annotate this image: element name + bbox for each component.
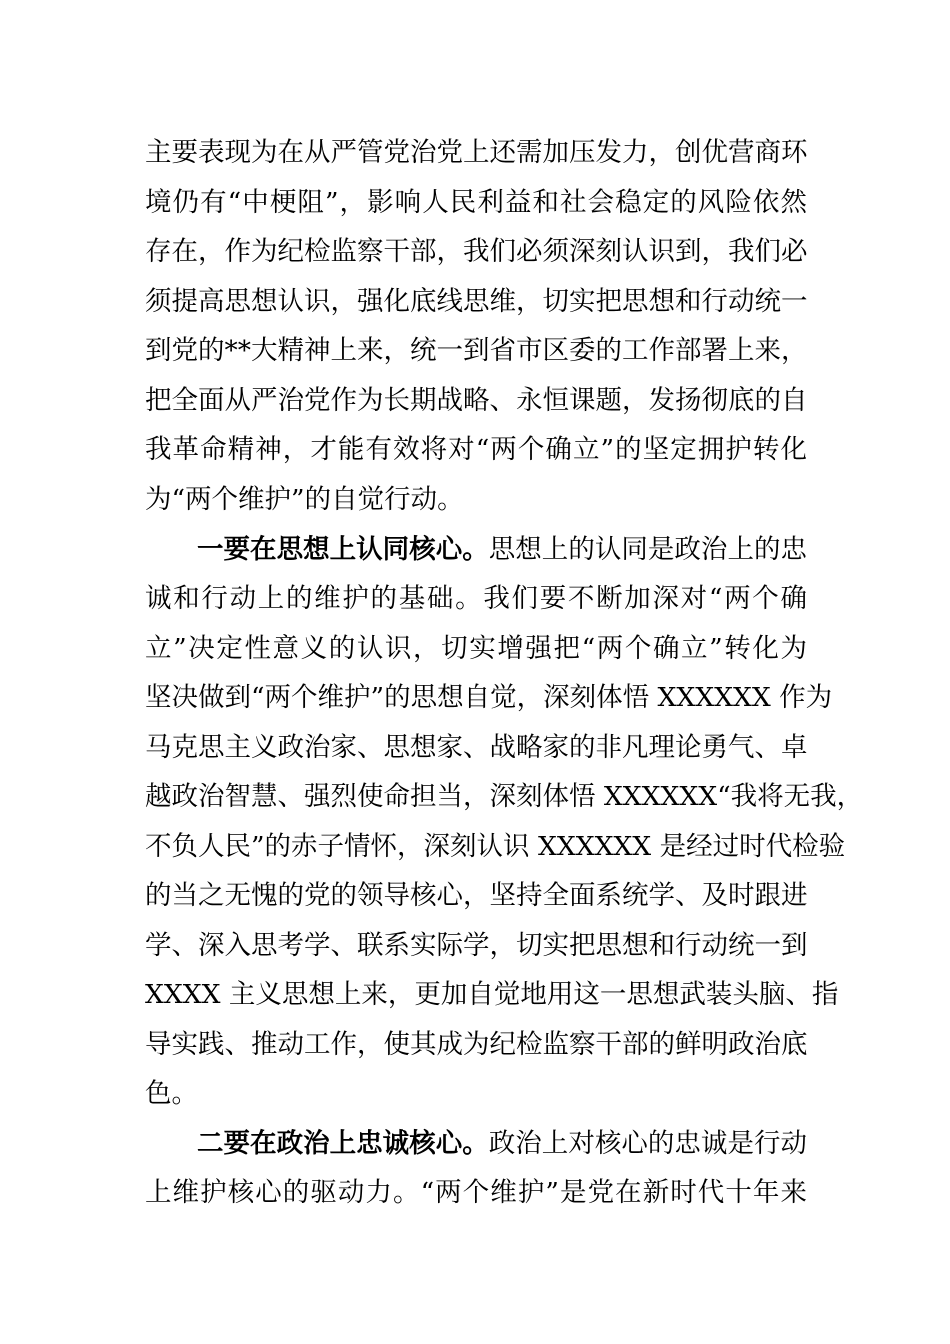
paragraph-1-line-7: 我革命精神，才能有效将对“两个确立”的坚定拥护转化 <box>145 434 807 465</box>
paragraph-1-line-3: 存在，作为纪检监察干部，我们必须深刻认识到，我们必 <box>145 236 808 267</box>
paragraph-1-line-1: 主要表现为在从严管党治党上还需加压发力，创优营商环 <box>145 137 808 168</box>
paragraph-3-heading: 二要在政治上忠诚核心。 <box>197 1128 489 1159</box>
paragraph-3-line-2: 上维护核心的驱动力。“两个维护”是党在新时代十年来 <box>145 1177 807 1208</box>
paragraph-2-line-8: 的当之无愧的党的领导核心，坚持全面系统学、及时跟进 <box>145 880 808 911</box>
paragraph-2-line-5: 马克思主义政治家、思想家、战略家的非凡理论勇气、卓 <box>145 732 808 763</box>
paragraph-2-line-12: 色。 <box>145 1078 198 1109</box>
paragraph-2-line-7: 不负人民”的赤子情怀，深刻认识 XXXXXX 是经过时代检验 <box>145 831 846 862</box>
paragraph-3-first-text: 政治上对核心的忠诚是行动 <box>488 1128 807 1159</box>
paragraph-2-first-text: 思想上的认同是政治上的忠 <box>488 534 807 565</box>
paragraph-1-line-6: 把全面从严治党作为长期战略、永恒课题，发扬彻底的自 <box>145 385 808 416</box>
paragraph-2-line-3: 立”决定性意义的认识，切实增强把“两个确立”转化为 <box>145 633 807 664</box>
paragraph-3-first-line <box>197 1119 807 1169</box>
paragraph-2-line-6: 越政治智慧、强烈使命担当，深刻体悟 XXXXXX“我将无我， <box>145 781 864 812</box>
paragraph-2-line-10: XXXX 主义思想上来，更加自觉地用这一思想武装头脑、指 <box>145 979 839 1010</box>
paragraph-1-line-4: 须提高思想认识，强化底线思维，切实把思想和行动统一 <box>145 286 808 317</box>
paragraph-2-line-11: 导实践、推动工作，使其成为纪检监察干部的鲜明政治底 <box>145 1029 808 1060</box>
paragraph-1-line-5: 到党的**大精神上来，统一到省市区委的工作部署上来， <box>145 335 808 366</box>
paragraph-2-first-line <box>197 525 807 575</box>
paragraph-1-line-2: 境仍有“中梗阻”，影响人民利益和社会稳定的风险依然 <box>145 187 807 218</box>
paragraph-1-line-8: 为“两个维护”的自觉行动。 <box>145 484 464 515</box>
paragraph-2-line-4: 坚决做到“两个维护”的思想自觉，深刻体悟 XXXXXX 作为 <box>145 682 833 713</box>
paragraph-2-line-9: 学、深入思考学、联系实际学，切实把思想和行动统一到 <box>145 930 808 961</box>
paragraph-2-line-2: 诚和行动上的维护的基础。我们要不断加深对“两个确 <box>145 583 807 614</box>
paragraph-2-heading: 一要在思想上认同核心。 <box>197 534 489 565</box>
